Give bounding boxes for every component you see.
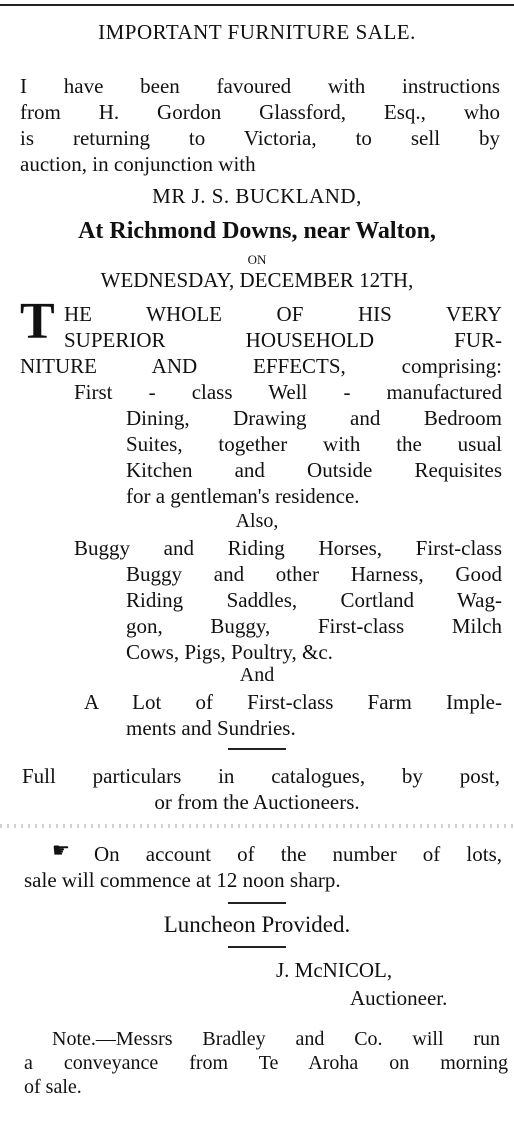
- partner-name: MR J. S. BUCKLAND,: [152, 184, 362, 208]
- horses-line-1: Buggy and Riding Horses, First-class: [74, 536, 502, 560]
- implements-line-1: A Lot of First-class Farm Imple-: [84, 690, 502, 714]
- drop-cap: T: [20, 293, 55, 350]
- body-line-3: NITURE AND EFFECTS, comprising:: [20, 354, 502, 378]
- body-line-1: HE WHOLE OF HIS VERY: [64, 302, 502, 326]
- furniture-line-2: Dining, Drawing and Bedroom: [126, 406, 502, 430]
- intro-line-4: auction, in conjunction with: [20, 152, 256, 176]
- horses-line-4: gon, Buggy, First-class Milch: [126, 614, 502, 638]
- sale-date: WEDNESDAY, DECEMBER 12TH,: [100, 268, 414, 292]
- sale-location: At Richmond Downs, near Walton,: [78, 218, 436, 244]
- body-line-2: SUPERIOR HOUSEHOLD FUR-: [64, 328, 502, 352]
- luncheon-notice: Luncheon Provided.: [163, 912, 351, 937]
- horses-line-5: Cows, Pigs, Poultry, &c.: [126, 640, 333, 664]
- auctioneer-role: Auctioneer.: [350, 986, 448, 1010]
- horses-line-2: Buggy and other Harness, Good: [126, 562, 502, 586]
- pointing-hand-icon: ☛: [52, 838, 70, 862]
- note-line-1: Note.—Messrs Bradley and Co. will run: [52, 1028, 500, 1050]
- particulars-line-2: or from the Auctioneers.: [154, 790, 360, 814]
- and-word: And: [239, 664, 275, 686]
- intro-line-2: from H. Gordon Glassford, Esq., who: [20, 100, 500, 124]
- short-rule-1: [228, 748, 286, 750]
- furniture-line-4: Kitchen and Outside Requisites: [126, 458, 502, 482]
- also-word: Also,: [235, 510, 279, 532]
- notice-line-1: On account of the number of lots,: [94, 842, 502, 866]
- horses-line-3: Riding Saddles, Cortland Wag-: [126, 588, 502, 612]
- on-word: ON: [247, 252, 267, 267]
- ad-title: IMPORTANT FURNITURE SALE.: [98, 20, 416, 44]
- furniture-line-5: for a gentleman's residence.: [126, 484, 360, 508]
- furniture-line-1: First - class Well - manufactured: [74, 380, 502, 404]
- notice-line-2: sale will commence at 12 noon sharp.: [24, 868, 341, 892]
- implements-line-2: ments and Sundries.: [126, 716, 296, 740]
- particulars-line-1: Full particulars in catalogues, by post,: [22, 764, 500, 788]
- short-rule-3: [228, 946, 286, 948]
- note-line-3: of sale.: [24, 1076, 82, 1098]
- top-rule: [0, 4, 514, 6]
- intro-line-1: I have been favoured with instructions: [20, 74, 500, 98]
- note-line-2: a conveyance from Te Aroha on morning: [24, 1052, 508, 1074]
- intro-line-3: is returning to Victoria, to sell by: [20, 126, 500, 150]
- auctioneer-name: J. McNICOL,: [276, 958, 393, 982]
- furniture-line-3: Suites, together with the usual: [126, 432, 502, 456]
- print-noise-band: [0, 824, 514, 828]
- short-rule-2: [228, 902, 286, 904]
